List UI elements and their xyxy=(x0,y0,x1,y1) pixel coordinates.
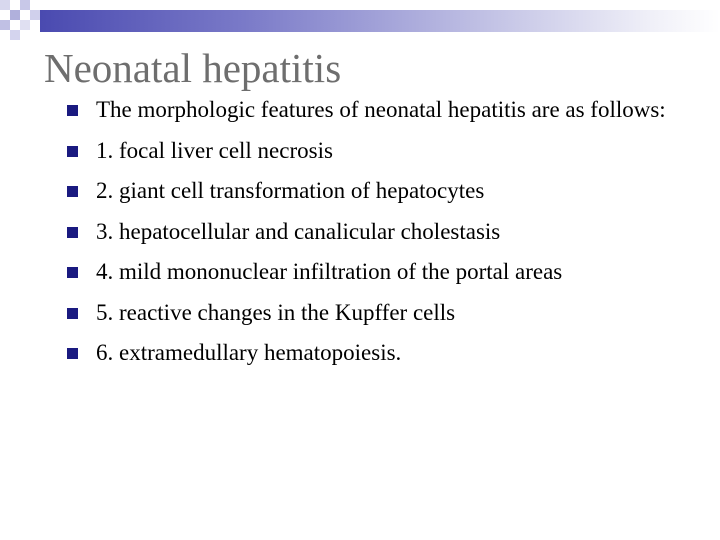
bullet-item xyxy=(66,258,706,285)
bullet-item xyxy=(66,137,706,164)
slide-title: Neonatal hepatitis xyxy=(44,45,342,91)
square-bullet-icon xyxy=(67,267,78,278)
header-gradient-band xyxy=(40,10,720,32)
bullet-text: 5. reactive changes in the Kupffer cells xyxy=(96,299,456,325)
bullet-text: 3. hepatocellular and canalicular cholestasis xyxy=(96,218,501,244)
bullet-text: 1. focal liver cell necrosis xyxy=(96,137,333,163)
square-bullet-icon xyxy=(67,308,78,319)
bullet-text: The morphologic features of neonatal hepatitis are as follows: xyxy=(96,97,666,122)
bullet-item xyxy=(66,177,706,204)
bullet-item xyxy=(66,299,706,326)
bullet-text: 4. mild mononuclear infiltration of the portal areas xyxy=(96,259,563,284)
bullet-text: 2. giant cell transformation of hepatocytes xyxy=(96,178,485,203)
bullet-text: 6. extramedullary hematopoiesis. xyxy=(96,340,402,365)
bullet-list xyxy=(66,96,706,380)
square-bullet-icon xyxy=(67,227,78,238)
square-bullet-icon xyxy=(67,146,78,157)
square-bullet-icon xyxy=(67,348,78,359)
bullet-item xyxy=(66,218,706,245)
square-bullet-icon xyxy=(67,186,78,197)
bullet-item xyxy=(66,96,706,123)
square-bullet-icon xyxy=(67,105,78,116)
bullet-item xyxy=(66,339,706,366)
